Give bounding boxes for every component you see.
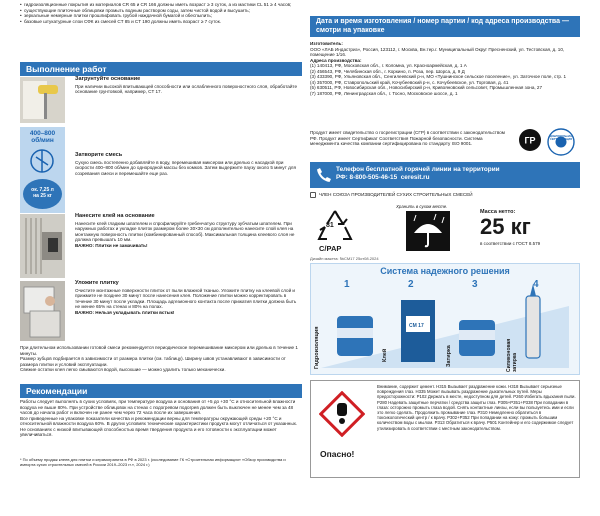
footnote: * По объему продаж клеев для плитки и керамогранита в РФ в 2023 г. (исследование ГК «Строительная информация» «Обзор производства и импорта сухих строительных смесей в России 2019–2023 гг.», 2024 г.) xyxy=(20,457,286,467)
address-line: (2) 456543, РФ, Челябинская обл., г. Коркино, п. Роза, пер. Шорса, д. 9 Д xyxy=(310,68,465,74)
eac-mark-icon xyxy=(518,128,542,152)
phone-icon xyxy=(316,167,332,183)
certification-badge-text: ДОБРОВОЛЬНАЯ СЕРТИФИКАЦИЯ xyxy=(549,135,573,141)
address-line: (4) 357000, РФ, Ставропольский край, Кочубеевский р-н, с. Кочубеевское, ул. Торговая, д. 41 xyxy=(310,79,509,85)
step-text: Очистите монтажные поверхности плиток от пыли влажной тканью. Уложите плитку на клеевой слой и прижмите не позднее 30 минут после нанесения клея. Положение плитки можно корректировать в течение 30 минут после укладки. Площадь адгезионного контакта после прижатия плитки должна быть не менее 65% на стенах и 80% на полах. xyxy=(75,287,297,309)
prep-bullet: • зеркальные немерные плитки прошлифовать грубой наждачной бумагой и обеспылить; xyxy=(20,13,302,19)
union-text: ЧЛЕН СОЮЗА ПРОИЗВОДИТЕЛЕЙ СУХИХ СТРОИТЕЛЬНЫХ СМЕСЕЙ xyxy=(319,192,473,198)
system-step-label: Клей xyxy=(382,348,388,362)
system-title: Система надежного решения xyxy=(380,266,510,276)
address-line: (3) 433390, РФ, Ульяновская обл., Сенгилеевский р-н, МО «Тушнинское сельское поселение», ул. Заточное поле, стр. 1 xyxy=(310,74,567,79)
recommendations-text xyxy=(20,399,302,438)
mass-gost: в соответствии с ГОСТ 8.579 xyxy=(480,241,541,246)
step-text: Нанесите клей гладким шпателем и спрофилируйте гребенчатую структуру зубчатым шпателем. При наружных работах и укладке плиток размером более 30×30 см дополнительно нанесите слой клея на монтажную поверхность плитки (комбинированный способ). Максимальная толщина клеевого слоя не должна превышать 10 мм. xyxy=(75,220,295,242)
union-logo-icon xyxy=(310,192,316,198)
trowel-image xyxy=(20,214,65,278)
step-mix xyxy=(20,127,302,213)
water-amount: ок. 7,25 л xyxy=(31,187,54,193)
net-mass-value: 25 кг xyxy=(480,214,531,239)
store-dry-text: Хранить в сухом месте. xyxy=(396,204,448,209)
manufacturer-label: Изготовитель: xyxy=(310,41,343,46)
recycle-code: 81 xyxy=(326,222,334,229)
water-per-bag: на 25 кг xyxy=(33,193,52,199)
prep-bullet: • гидроизоляционные покрытия из материалов CR 65 и CR 166 должны иметь возраст ≥ 3 суток, а из мастики CL 51 ≥ 4 часов; xyxy=(20,2,302,8)
step-lay-tile xyxy=(20,281,302,343)
step-prime xyxy=(20,77,302,125)
step-warning: ВАЖНО: Нельзя укладывать плитки встык! xyxy=(75,309,175,315)
net-mass-label: Масса нетто: xyxy=(480,209,516,215)
step-apply xyxy=(20,214,302,280)
umbrella-icon xyxy=(406,211,450,251)
danger-label: Опасно! xyxy=(320,449,355,459)
step-text: Сухую смесь постепенно добавляйте в воду, перемешивая миксером или дрелью с насадкой при скорости 400–800 об/мин до однородной массы без комков. Затем выдержите паузу около 5 минут для созревания смеси и перемешайте еще раз. xyxy=(75,159,296,176)
keep-dry-pictogram xyxy=(406,211,450,251)
after-work-text xyxy=(20,345,302,373)
prep-bullet: • существующие плиточные облицовки промыть водным раствором соды, затем чистой водой и высушить; xyxy=(20,8,302,14)
system-step-label: Затирка xyxy=(446,345,452,367)
step-title: Уложите плитку xyxy=(75,280,119,286)
website-link[interactable]: ceresit.ru xyxy=(400,174,430,181)
system-step-label: Гидроизоляция xyxy=(314,326,320,369)
recommendations-header: Рекомендации xyxy=(20,384,302,398)
tile-image xyxy=(20,281,65,341)
pictogram-row xyxy=(310,203,580,253)
hotline-caption: Телефон бесплатной горячей линии на территории xyxy=(336,166,500,173)
step-title: Нанесите клей на основание xyxy=(75,213,155,219)
system-step-number: 1 xyxy=(344,279,350,290)
system-step-number: 4 xyxy=(533,279,539,290)
mixer-icon xyxy=(20,147,65,175)
after-paragraph: Свежие остатки клея легко смываются водой, высохшие — можно удалить только механически. xyxy=(20,367,226,372)
speed-badge: 400–800 xyxy=(29,130,56,137)
hotline-banner xyxy=(310,162,580,188)
rec-paragraph: Все приведенные на упаковке показатели качества и рекомендации верны для температуры окружающей среды +20 °C и относительной влажности воздуха 60%. В других условиях технические характеристики продукта могут отличаться от указанных. Не основаниях с низкой впитывающей способностью время твердения продукта и его готовности к эксплуатации может увеличиваться. xyxy=(20,415,298,437)
hotline-phone[interactable]: РФ: 8-800-505-46-15 xyxy=(336,174,398,181)
addresses-label: Адреса производства: xyxy=(310,57,362,63)
step-warning: ВАЖНО: Плитки не замачивать! xyxy=(75,242,148,248)
after-paragraph: Размер зубцов подбирается в зависимости от размера плитки (см. таблицу). Ширину швов устанавливают в зависимости от размера плитки и условий эксплуатации. xyxy=(20,356,286,367)
step-title: Загрунтуйте основание xyxy=(75,76,141,82)
system-solution-panel xyxy=(310,263,580,375)
corrosion-hazard-icon xyxy=(319,391,365,437)
preparation-bullets xyxy=(20,2,302,24)
certification-badge xyxy=(546,127,576,157)
speed-unit: об/мин xyxy=(31,137,54,144)
product-label: CM 17 xyxy=(409,323,424,329)
after-paragraph: При длительном использовании готовой смеси рекомендуется периодическое перемешивание миксером или дрелью в течение 1 минуты. xyxy=(20,345,298,356)
production-date-header: Дата и время изготовления / номер партии / код адреса производства — смотри на упаковке xyxy=(310,16,580,37)
hazard-block xyxy=(310,380,580,478)
system-step-number: 2 xyxy=(408,279,414,290)
design-number: Дизайн макета: №CM17 25от08.2024 xyxy=(310,256,379,261)
address-line: (7) 187000, РФ, Ленинградская обл., г. Тосно, Московское шоссе, д. 1 xyxy=(310,90,458,96)
step-title: Затворите смесь xyxy=(75,152,123,158)
step-text: При наличии высокой впитывающей способности или ослабленного поверхностного слоя, обработайте основание грунтовкой, например, CT 17. xyxy=(75,83,297,94)
recycle-icon xyxy=(314,207,356,249)
union-line xyxy=(310,192,580,198)
certification-text: Продукт имеет свидетельство о госрегистрации (СГР) в соответствии с законодательством РФ. Продукт имеет Сертификат Соответствия Пожарной безопасности. Система менеджмента качества компании сертифицирована по стандарту ISO 9001. xyxy=(310,130,505,146)
hazard-statements: Внимание, содержит цемент. H315 Вызывает раздражение кожи. H318 Вызывает серьезные повреждения глаз. H335 Может вызывать раздражение дыхательных путей. Меры предосторожности: P102 Держать в месте, недоступном для детей. P260 Избегать вдыхания пыли. P280 Надевать защитные перчатки / средства защиты глаз. P305+P351+P338 При попадании в глаза: осторожно промыть глаза водой. Снять контактные линзы, если вы пользуетесь ими и если это легко сделать. Продолжить промывание глаз. P310 Немедленно обратиться в токсикологический центр / к врачу. P302+P352 При попадании на кожу: промыть большим количеством воды с мылом. P313 Обратиться к врачу. P501 Контейнер и его содержимое следует утилизировать в соответствии с местным законодательством. xyxy=(377,384,576,431)
address-line: (1) 140413, РФ, Московская обл., г. Коломна, ул. Красноармейская, д. 1 А xyxy=(310,63,467,68)
system-step-number: 3 xyxy=(472,279,478,290)
manufacturer-text: ООО «ЛАБ Индастриз», Россия, 123112, г. Москва, Вн.тер.г. Муниципальный Округ Пресненский, ул. Тестовская, д. 10, помещение 1/16. xyxy=(310,46,565,57)
manufacturer-block xyxy=(310,41,580,96)
mix-badges xyxy=(20,127,65,213)
certification-seal-icon xyxy=(546,127,576,157)
address-line: (5) 630511, РФ, Новосибирская обл., Новосибирский р-н, Кривояновский сельсовет, Промышленная зона, 27 xyxy=(310,85,543,90)
product-label-page xyxy=(20,0,580,516)
system-step-label: Силиконовая затирка xyxy=(506,338,518,372)
rec-paragraph: Работы следует выполнять в сухих условиях, при температуре воздуха и основания от +5 до +30 °C и относительной влажности воздуха не выше 80%. При устройстве облицовок на стенах с подогревом подогрев должен быть выключен не менее чем за 48 часов до начала работ и включен не ранее чем через 72 часа после их завершения. xyxy=(20,399,296,415)
svg-text:ГР: ГР xyxy=(524,135,536,146)
water-badge xyxy=(23,179,62,209)
recycle-label: C/PAP xyxy=(319,244,342,253)
work-section-header: Выполнение работ xyxy=(20,62,302,76)
prep-bullet: • базовые штукатурные слои CФК из смесей CT 85 и CT 190 должны иметь возраст ≥ 7 суток. xyxy=(20,19,302,25)
roller-image xyxy=(20,77,65,123)
system-products-image xyxy=(311,276,579,374)
